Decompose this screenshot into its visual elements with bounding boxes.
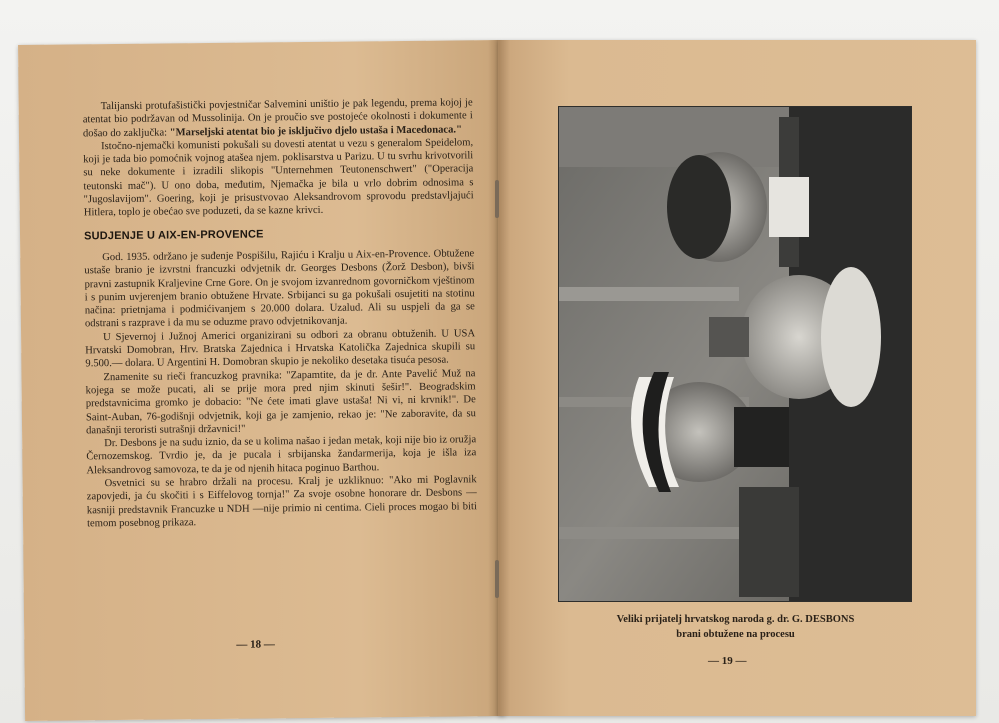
page-number-left: — 18 — xyxy=(236,638,275,651)
open-booklet xyxy=(18,40,976,720)
paragraph-avengers: Osvetnici su se hrabro držali na procesu. Kralj je uzkliknuo: "Ako mi Poglavnik zapovjedi, ja ću skočiti i s Eiffelovog tornja!" Za svoje osobne honorare dr. Desbons — kasniji predstavnik Francuzke u NDH —nije primio ni centima. Cieli proces mogao bi biti temom posebnog prikaza. xyxy=(86,474,477,530)
left-page xyxy=(18,40,505,721)
paragraph-trial: God. 1935. održano je suđenje Pospišilu, Rajiću i Kralju u Aix-en-Provence. Obtužene ustaše branio je izvrstni francuzki odvjetnik dr. Georges Desbons (Žorž Desbon), bivši pravni zastupnik Kraljevine Crne Gore. On je svojom izvanrednom govorničkom vještinom i s punim uvjerenjem branio obtužene Hrvate. Srbijanci su ga pokušali osujetiti na stotinu načina: prietnjama i podmićivanjem s 20.000 dolara. Uzalud. Ali su uspjeli da ga se odstrani s razprave i da mu se oduzme pravo odvjetnikovanja. xyxy=(84,248,475,330)
paragraph-committees: U Sjevernoj i Južnoj Americi organizirani su odbori za obranu obtuženih. U USA Hrvatski Domobran, Hrv. Bratska Zajednica i Hrvatska Katolička Zajednica skupili su 9.500.— dolara. U Argentini H. Domobran skupio je nekoliko desetaka tisuća pesosa. xyxy=(85,328,476,370)
paragraph-speidel: Istočno-njemački komunisti pokušali su dovesti atentat u vezu s generalom Speidelom, koji je tada bio pomoćnik vojnog atašea njem. poklisarstva u Parizu. U tu svrhu krivotvorili su neke dokumente i izradili slikopis "Unternehmen Teutonenschwert" ("Operacija teutonski mač"). U ono doba, međutim, Njemačka je bila u vrlo dobrim odnosima s "Jugoslavijom". Goering, koji je prisustvovao Aleksandrovom sprovodu predstavljajući Hitlera, toplo je obećao sve poduzeti, da se kazne krivci. xyxy=(83,137,474,219)
staple-bottom xyxy=(495,560,499,598)
left-text-column xyxy=(83,96,477,530)
photo-image xyxy=(559,107,911,601)
paragraph-bullet: Dr. Desbons je na sudu iznio, da se u kolima našao i jedan metak, koji nije bio iz oružja Černozemskog. Tvrdio je, da je pucala i srbijanska žandarmerija, koja je išla iza Aleksandrovog samovoza, te da je od njenih hitaca poginuo Barthou. xyxy=(86,434,477,477)
paragraph-quotes: Znamenite su rieči francuzkog pravnika: "Zapamtite, da je dr. Ante Pavelić Muž na kojega se može pucati, ali se prije mora pred njim skinuti šešir!". Beogradskim predstavnicima gromko je dobacio: "Ne ćete imati glave ustaša! Ni vi, ni krvnik!". De Saint-Auban, 76-godišnji odvjetnik, koji ga je zamjenio, rekao je: "Ne zaboravite, da su današnji teroristi sutrašnji državnici!" xyxy=(85,367,476,437)
desbons-photo xyxy=(558,106,912,602)
conclusion-quote: "Marseljski atentat bio je isključivo djelo ustaša i Macedonaca." xyxy=(169,123,462,139)
right-page xyxy=(498,40,976,716)
caption-line-1: Veliki prijatelj hrvatskog naroda g. dr. G. DESBONS xyxy=(616,614,855,625)
booklet-spine xyxy=(488,40,510,716)
page-number-right: — 19 — xyxy=(708,655,747,667)
staple-top xyxy=(495,180,499,218)
caption-line-2: brani obtužene na procesu xyxy=(676,629,795,640)
section-heading: SUDJENJE U AIX-EN-PROVENCE xyxy=(83,228,264,243)
paragraph-salvemini: Talijanski protufašistički povjestničar Salvemini uništio je pak legendu, prema kojoj je atentat bio podržavan od Mussolinija. On je proučio sve postojeće okolnosti i dokumente i došao do zaključka: "Marseljski atentat bio je isključivo djelo ustaša i Macedonaca." xyxy=(82,97,473,139)
photo-caption xyxy=(538,612,933,642)
